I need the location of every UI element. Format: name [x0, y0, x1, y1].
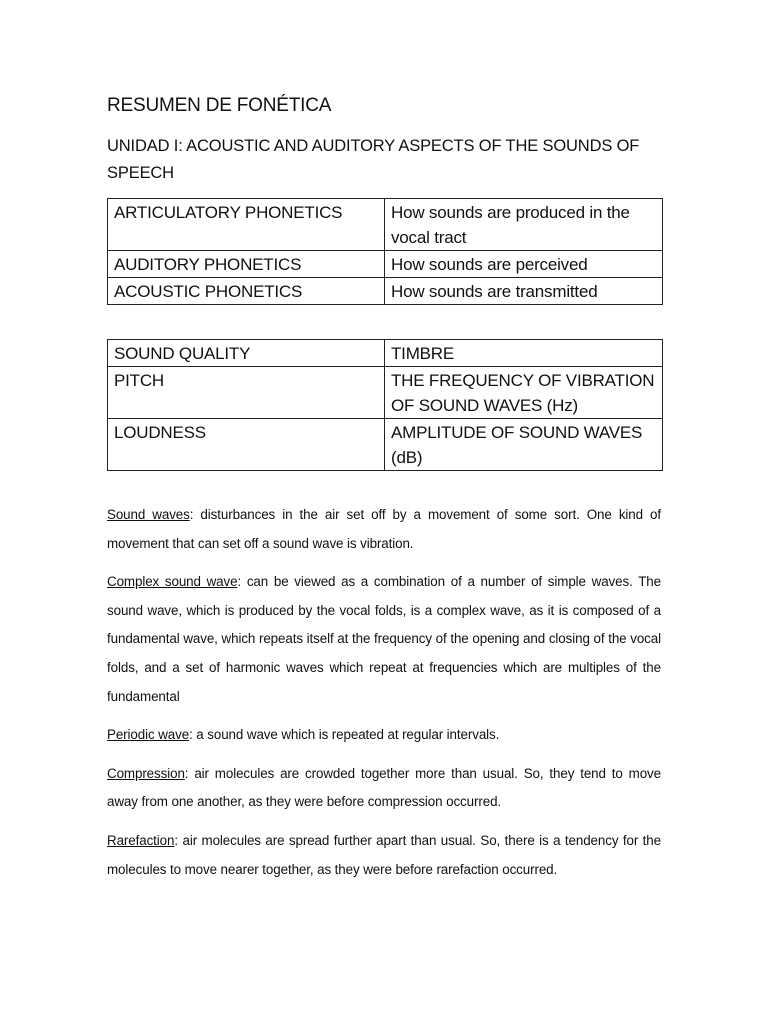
- table-row: [108, 419, 663, 471]
- table-cell-term: LOUDNESS: [108, 419, 385, 471]
- table-cell-term: ACOUSTIC PHONETICS: [108, 278, 385, 305]
- definition-text: : air molecules are spread further apart than usual. So, there is a tendency for the molecules to move nearer together, as they were before rarefaction occurred.: [107, 832, 661, 877]
- table-cell-definition: How sounds are transmitted: [385, 278, 663, 305]
- document-title: RESUMEN DE FONÉTICA: [107, 95, 332, 116]
- definition-term: Compression: [107, 765, 185, 781]
- definition-text: : air molecules are crowded together more than usual. So, they tend to move away from one another, as they were before compression occurred.: [107, 765, 661, 810]
- table-cell-definition: How sounds are perceived: [385, 251, 663, 278]
- table-cell-definition: TIMBRE: [385, 340, 663, 367]
- table-cell-definition: AMPLITUDE OF SOUND WAVES (dB): [385, 419, 663, 471]
- definition-term: Rarefaction: [107, 832, 175, 848]
- table-row: [108, 367, 663, 419]
- definition-text: : a sound wave which is repeated at regular intervals.: [189, 727, 500, 743]
- definition-paragraph: [107, 760, 661, 817]
- table-cell-term: SOUND QUALITY: [108, 340, 385, 367]
- table-cell-term: AUDITORY PHONETICS: [108, 251, 385, 278]
- table-row: [108, 340, 663, 367]
- table-row: [108, 251, 663, 278]
- definition-text: : can be viewed as a combination of a number of simple waves. The sound wave, which is produced by the vocal folds, is a complex wave, as it is composed of a fundamental wave, which repeats itself at the frequency of the opening and closing of the vocal folds, and a set of harmonic waves which repeat at frequencies which are multiples of the fundamental: [107, 574, 661, 704]
- table-cell-definition: THE FREQUENCY OF VIBRATION OF SOUND WAVES (Hz): [385, 367, 663, 419]
- definitions-section: [107, 501, 661, 894]
- definition-paragraph: [107, 568, 661, 711]
- definition-term: Sound waves: [107, 507, 190, 522]
- definition-paragraph: [107, 501, 661, 558]
- definition-paragraph: [107, 721, 661, 750]
- unit-heading: UNIDAD I: ACOUSTIC AND AUDITORY ASPECTS OF THE SOUNDS OF SPEECH: [107, 137, 640, 182]
- phonetics-branches-table: [107, 198, 663, 305]
- table-cell-term: ARTICULATORY PHONETICS: [108, 199, 385, 251]
- table-cell-definition: How sounds are produced in the vocal tract: [385, 199, 663, 251]
- table-row: [108, 199, 663, 251]
- table-row: [108, 278, 663, 305]
- definition-term: Complex sound wave: [107, 574, 238, 590]
- definition-text: : disturbances in the air set off by a movement of some sort. One kind of movement that can set off a sound wave is vibration.: [107, 507, 662, 551]
- definition-paragraph: [107, 827, 661, 884]
- table-cell-term: PITCH: [108, 367, 385, 419]
- definition-term: Periodic wave: [107, 727, 190, 743]
- sound-properties-table: [107, 339, 663, 471]
